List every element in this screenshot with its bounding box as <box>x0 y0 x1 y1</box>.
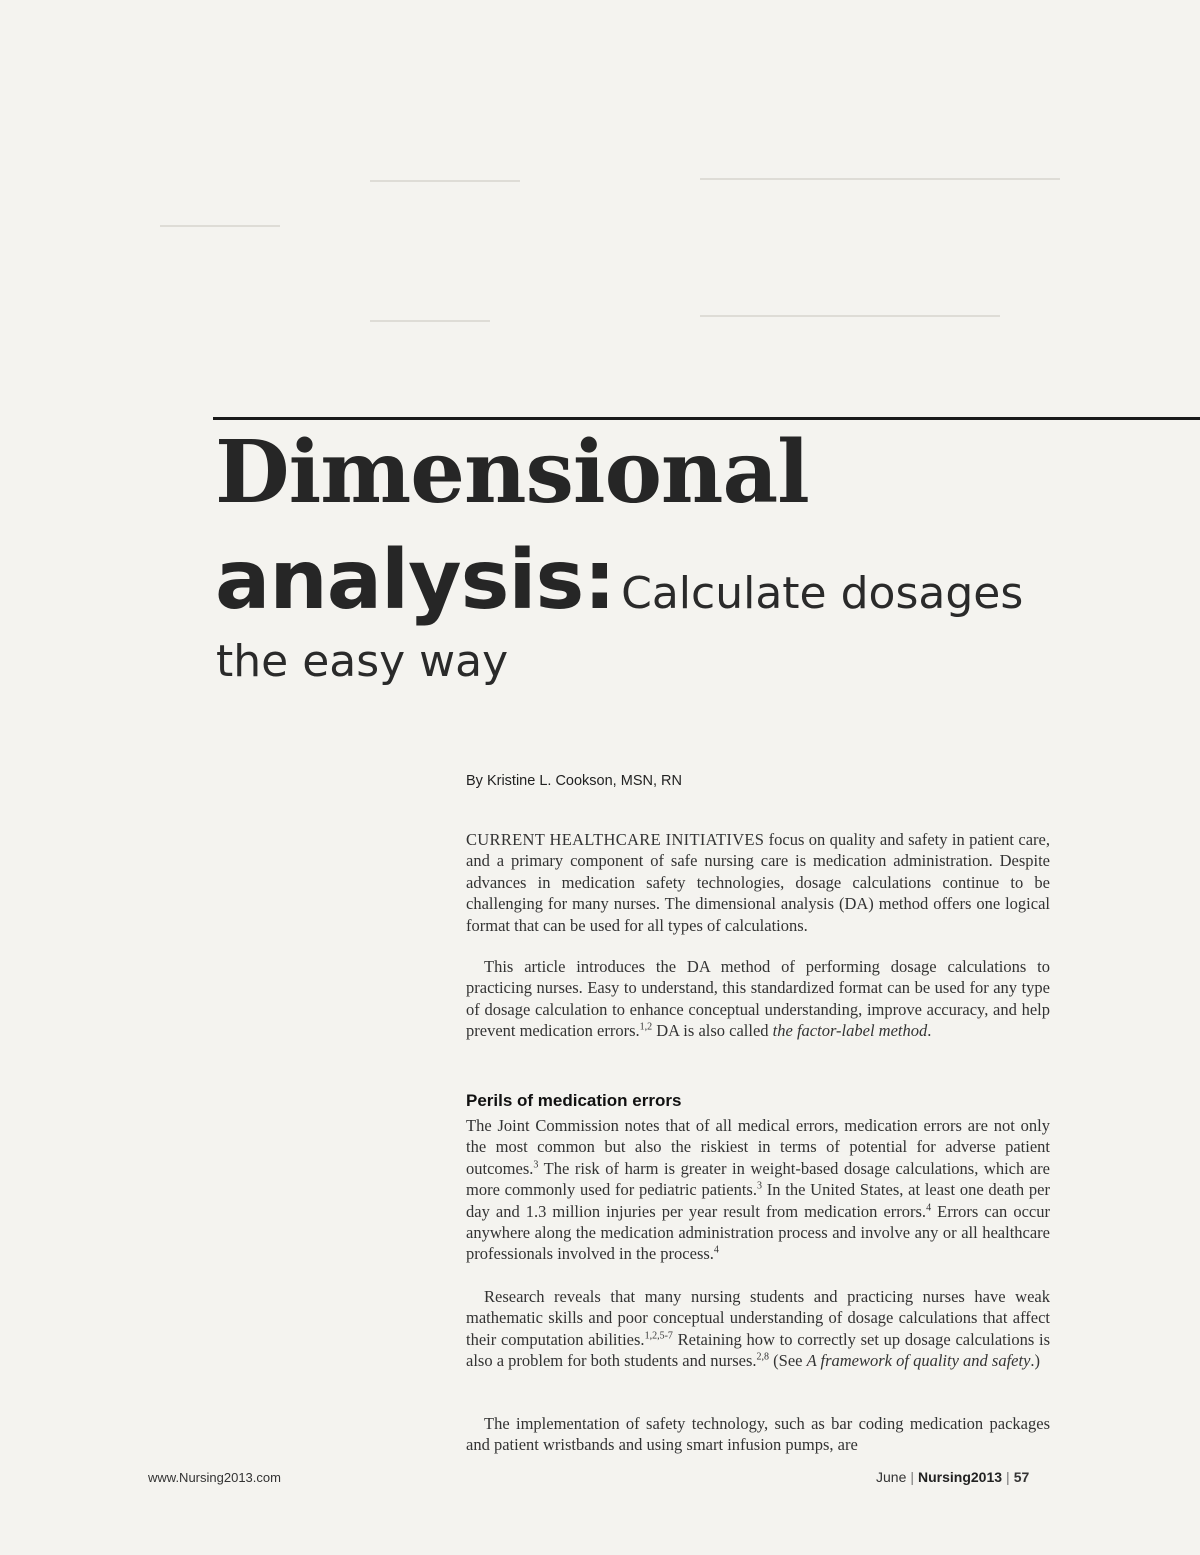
citation: 2,8 <box>756 1351 770 1363</box>
citation: 1,2,5-7 <box>644 1330 673 1342</box>
bleed-through-mark <box>160 225 280 227</box>
folio-separator: | <box>1006 1469 1010 1485</box>
paragraph-text: focus on quality and safety in patient care, and a primary component of safe nursing care is medication administration. Despite advances in medication safety technologies, dosage calculations continue to be challenging for many nurses. The dimensional analysis (DA) method offers one logical format that can be used for all types of calculations. <box>466 830 1050 935</box>
paragraph-text: Errors can occur anywhere along the medication administration process and involve any or all healthcare professionals involved in the process. <box>466 1201 1050 1264</box>
folio-magazine: Nursing2013 <box>918 1469 1003 1485</box>
citation: 4 <box>713 1244 719 1256</box>
paragraph-text: In the United States, at least one death per day and 1.3 million injuries per year result from medication errors. <box>466 1180 1050 1221</box>
folio-month: June <box>876 1469 907 1485</box>
author-byline: By Kristine L. Cookson, MSN, RN <box>466 773 682 789</box>
bleed-through-mark <box>700 178 1060 180</box>
article-subtitle: Calculate dosages <box>621 568 1024 619</box>
paragraph-text: .) <box>1030 1351 1041 1371</box>
paragraph-perils <box>466 1115 1050 1265</box>
paragraph-text: DA is also called <box>652 1021 773 1041</box>
footer-url: www.Nursing2013.com <box>148 1470 281 1485</box>
article-title-bold: analysis: <box>215 533 616 628</box>
paragraph-text: This article introduces the DA method of performing dosage calculations to practicing nurses. Easy to understand, this standardized format can be used for any type of dosage calculation to enhance conceptual understanding, improve accuracy, and help prevent medication errors. <box>466 957 1050 1041</box>
citation: 3 <box>756 1180 762 1192</box>
article-title-line2 <box>215 533 1024 628</box>
page-number: 57 <box>1013 1469 1030 1485</box>
bleed-through-mark <box>370 320 490 322</box>
article-subtitle-line2: the easy way <box>216 636 509 687</box>
paragraph-text: The Joint Commission notes that of all medical errors, medication errors are not only the most common but also the riskiest in terms of potential for adverse patient outcomes. <box>466 1116 1050 1178</box>
citation: 3 <box>533 1159 539 1171</box>
citation: 4 <box>926 1202 932 1214</box>
page-folio <box>876 1469 1029 1485</box>
paragraph-text: The implementation of safety technology, such as bar coding medication packages and patient wristbands and using smart infusion pumps, are <box>466 1414 1050 1455</box>
bleed-through-mark <box>700 315 1000 317</box>
citation: 1,2 <box>639 1021 653 1033</box>
paragraph-technology <box>466 1413 1050 1456</box>
paragraph-text: . <box>927 1021 932 1041</box>
title-rule <box>213 417 1200 420</box>
italic-term: the factor-label method <box>772 1021 928 1041</box>
section-heading: Perils of medication errors <box>466 1091 682 1110</box>
lead-in: CURRENT HEALTHCARE INITIATIVES <box>466 830 765 849</box>
paragraph-text: Retaining how to correctly set up dosage calculations is also a problem for both students and nurses. <box>466 1329 1050 1371</box>
article-title-line1: Dimensional <box>215 422 809 523</box>
paragraph-text: The risk of harm is greater in weight-based dosage calculations, which are more commonly used for pediatric patients. <box>466 1158 1050 1200</box>
paragraph-research <box>466 1286 1050 1372</box>
folio-separator: | <box>910 1469 914 1485</box>
sidebar-reference: A framework of quality and safety <box>806 1351 1031 1371</box>
paragraph-intro <box>466 829 1050 936</box>
paragraph-text: (See <box>769 1351 807 1371</box>
bleed-through-mark <box>370 180 520 182</box>
paragraph-text: Research reveals that many nursing students and practicing nurses have weak mathematic skills and poor conceptual understanding of dosage calculations that affect their computation abilities. <box>466 1287 1050 1349</box>
paragraph-da-method <box>466 956 1050 1042</box>
